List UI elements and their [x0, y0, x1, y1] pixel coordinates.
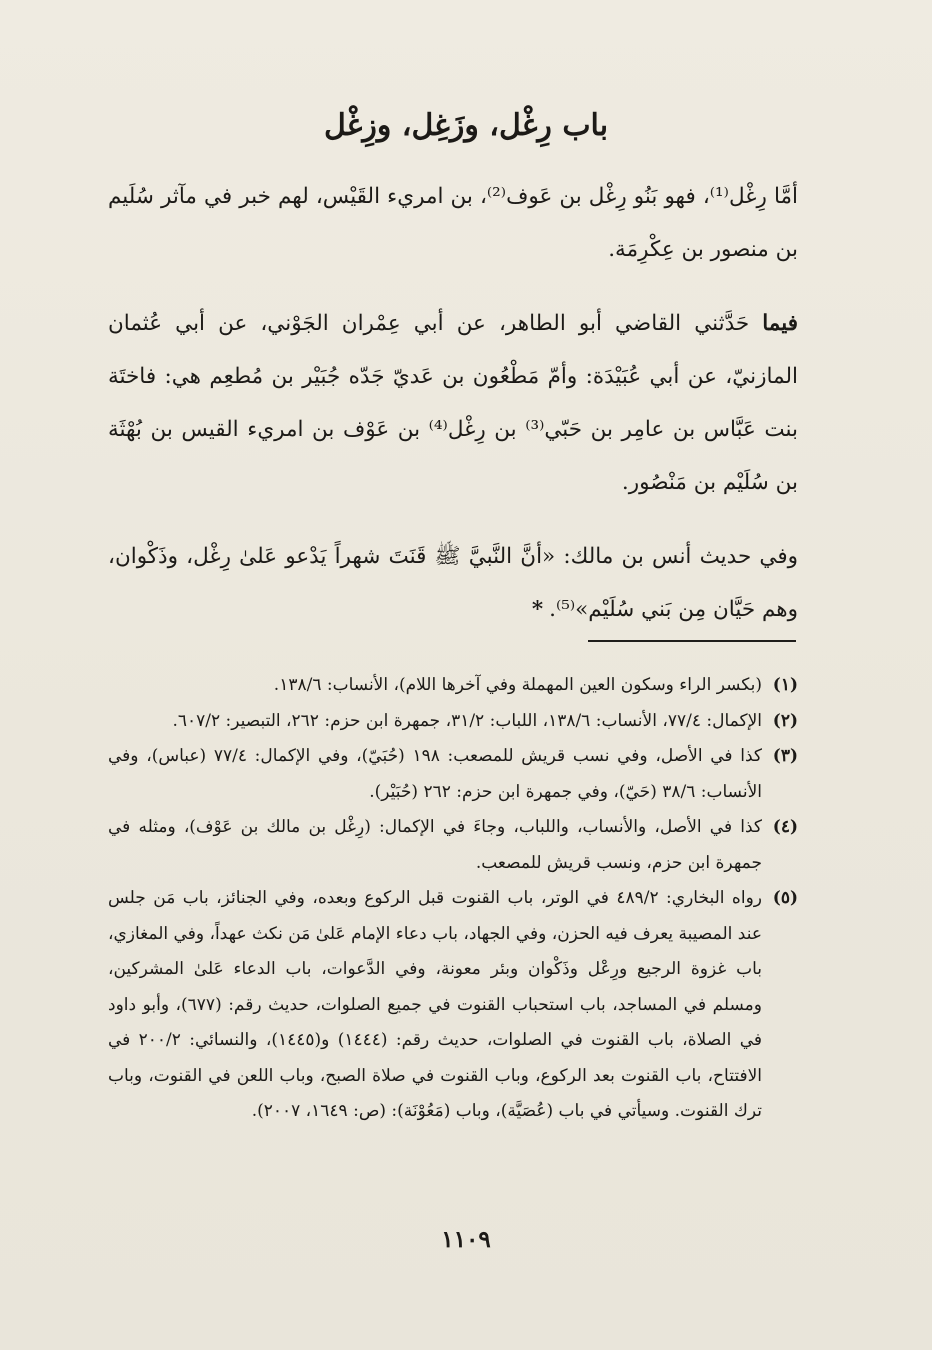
- footnotes: [108, 668, 798, 1130]
- chapter-title: باب رِغْل، وزَغِل، وزِغْل: [323, 108, 609, 143]
- paragraph-2-text: حَدَّثني القاضي أبو الطاهر، عن أبي عِمْران الجَوْني، عن أبي عُثمان المازنيّ، عن أبي عُبَيْدَة: وأمّ مَطْعُون بن عَديّ جَدّه جُبَيْر بن مُطعِم هي: فاختَة بنت عَبَّاس بن عامِر بن حَبّي⁽³⁾ بن رِغْل⁽⁴⁾ بن عَوْف بن امريء القيس بن بُهْثَة بن سُلَيْم بن مَنْصُور.: [108, 311, 798, 495]
- footnote-number: (١): [772, 675, 798, 695]
- footnote-text: كذا في الأصل، والأنساب، واللباب، وجاءَ في الإكمال: (رِغْل بن مالك بن عَوْف)، ومثله في جمهرة ابن حزم، ونسب قريش للمصعب.: [108, 817, 762, 873]
- paragraph-2-lead-word: فيما: [762, 311, 798, 336]
- paragraph-1: [108, 170, 798, 276]
- footnote-text: رواه البخاري: ٤٨٩/٢ في الوتر، باب القنوت قبل الركوع وبعده، وفي الجنائز، باب مَن جلس عند المصيبة يعرف فيه الحزن، وفي الجهاد، باب دعاء الإمام عَلىٰ مَن نكث عهداً، وفي المغازي، باب غزوة الرجيع ورِعْل وذَكْوان وبئر معونة، وفي الدَّعوات، باب الدعاء عَلىٰ المشركين، ومسلم في المساجد، باب استحباب القنوت في جميع الصلوات، حديث رقم: (٦٧٧)، وأبو داود في الصلاة، باب القنوت في الصلوات، حديث رقم: (١٤٤٤) و(١٤٤٥)، والنسائي: ٢٠٠/٢ في الافتتاح، باب القنوت بعد الركوع، وباب القنوت في صلاة الصبح، وباب اللعن في القنوت، وباب ترك القنوت. وسيأتي في باب (عُصَيَّة)، وباب (مَعُوْنَة): (ص: ١٦٤٩، ٢٠٠٧).: [108, 888, 762, 1121]
- footnote-number: (٣): [772, 746, 798, 766]
- footnote-text: (بكسر الراء وسكون العين المهملة وفي آخرها اللام)، الأنساب: ١٣٨/٦.: [273, 675, 762, 695]
- footnote-text: كذا في الأصل، وفي نسب قريش للمصعب: ١٩٨ (حُبَيّ)، وفي الإكمال: ٧٧/٤ (عباس)، وفي الأنساب: ٣٨/٦ (حَيّ)، وفي جمهرة ابن حزم: ٢٦٢ (حُبَيْر).: [108, 746, 762, 802]
- footnote-number: (٢): [772, 710, 798, 731]
- end-mark: *: [531, 597, 544, 622]
- footnote-text: الإكمال: ٧٧/٤، الأنساب: ١٣٨/٦، اللباب: ٣١/٢، جمهرة ابن حزم: ٢٦٢، التبصير: ٦٠٧/٢.: [172, 710, 762, 731]
- page-number: ١١٠٩: [441, 1226, 491, 1253]
- footnote-separator: [588, 640, 796, 642]
- footnote-number: (٥): [772, 888, 798, 908]
- footnote-3: [108, 739, 798, 810]
- footnote-number: (٤): [772, 817, 798, 837]
- paragraph-2: [108, 297, 798, 509]
- footnote-2: [108, 704, 798, 740]
- paragraph-3-text: وفي حديث أنس بن مالك: «أنَّ النَّبيَّ ﷺ قَنَتَ شهراً يَدْعو عَلىٰ رِغْل، وذَكْوان، وهم حَيَّان مِن بَني سُلَيْم»⁽⁵⁾.: [108, 544, 798, 622]
- paragraph-3: [108, 530, 798, 636]
- footnote-5: [108, 881, 798, 1130]
- main-text: [108, 170, 798, 657]
- footnote-1: [108, 668, 798, 704]
- paragraph-1-text: أمَّا رِغْل⁽¹⁾، فهو بَنُو رِغْل بن عَوف⁽²⁾، بن امريء القَيْس، لهم خبر في مآثر سُلَيم بن منصور بن عِكْرِمَة.: [108, 184, 798, 262]
- footnote-4: [108, 810, 798, 881]
